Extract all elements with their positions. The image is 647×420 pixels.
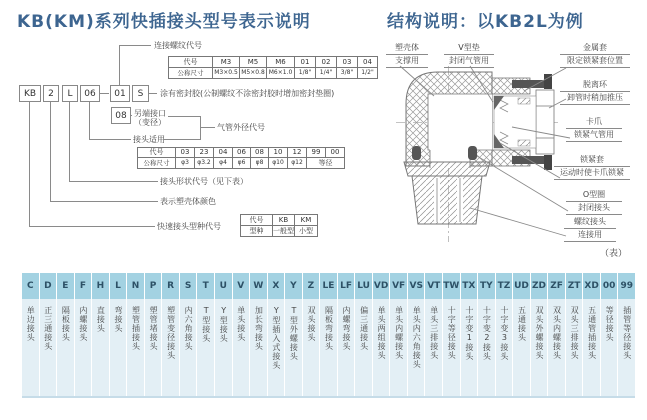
fitting-code-header: R [162, 273, 179, 299]
thread-size: 3/8" [337, 68, 358, 79]
type-km-desc: 小型 [295, 226, 318, 237]
pipe-size: φ6 [233, 158, 251, 169]
pipe-size: φ4 [214, 158, 233, 169]
struct-label-lock-sleeve: 锁紧套 运动时使卡爪锁紧 [554, 156, 630, 182]
fitting-code-header: VS [408, 273, 425, 299]
fitting-name-cell: 塑管堵接头 [145, 299, 162, 396]
thread-code: 01 [295, 57, 316, 68]
pipe-size: φ3 [176, 158, 195, 169]
fitting-code-header: F [75, 273, 92, 299]
fitting-code-header: TW [443, 273, 460, 299]
fitting-code-header: N [127, 273, 144, 299]
fitting-name-cell: 弯接头 [110, 299, 127, 396]
pipe-size: φ3.2 [195, 158, 214, 169]
fitting-name-cell: 十字变2接头 [478, 299, 495, 396]
fitting-name-cell: 十字等径接头 [443, 299, 460, 396]
struct-label-release-ring: 脱离环 卸管时稍加推压 [560, 81, 630, 107]
other-port-label-2: （变径） [134, 118, 166, 127]
struct-label-vseal: V型垫 封闭气管用 [444, 44, 494, 70]
fitting-name-cell: 内六角接头 [180, 299, 197, 396]
fitting-code-header: H [92, 273, 109, 299]
thread-code: 02 [316, 57, 337, 68]
fitting-name-cell: 十字变3接头 [496, 299, 513, 396]
fitting-code-header: LF [338, 273, 355, 299]
fitting-code-header: LU [355, 273, 372, 299]
fitting-name-cell: 五通接头 [513, 299, 530, 396]
fitting-name-cell: 单头两组接头 [373, 299, 390, 396]
fitting-name-cell: 单头内六角接头 [408, 299, 425, 396]
fitting-name-cell: 双头外螺接头 [531, 299, 548, 396]
fitting-code-header: P [145, 273, 162, 299]
fitting-code-header: 00 [601, 273, 618, 299]
thread-code: M5 [240, 57, 267, 68]
thread-row1-label: 代号 [169, 57, 213, 68]
fitting-name-cell: 十字变1接头 [461, 299, 478, 396]
pipe-size: φ10 [269, 158, 288, 169]
fitting-name-cell: 塑管插接头 [127, 299, 144, 396]
type-kb-desc: 一般型 [273, 226, 295, 237]
pipe-row2-label: 公称尺寸 [138, 158, 176, 169]
table-ref-note: （表） [600, 249, 628, 259]
fitting-code-header: TX [461, 273, 478, 299]
thread-code: 03 [337, 57, 358, 68]
fitting-code-header: D [40, 273, 57, 299]
seal-note: 涂有密封胶(公制螺纹不涂密封胶时增加密封垫圈) [160, 89, 335, 98]
fitting-name-cell: 隔板弯接头 [320, 299, 337, 396]
struct-label-claw: 卡爪 锁紧气管用 [566, 118, 622, 144]
pipe-code: 10 [269, 148, 288, 158]
fitting-name-cell: Y型插入式接头 [268, 299, 285, 396]
thread-code-label: 连接螺纹代号 [154, 41, 202, 50]
pipe-size: φ12 [288, 158, 307, 169]
fitting-code-header: T [197, 273, 214, 299]
model-box-alt-port: 08 [111, 107, 131, 124]
fitting-code-header: ZD [531, 273, 548, 299]
thread-code: M3 [213, 57, 240, 68]
series-type-table [240, 214, 318, 237]
model-box-shape: L [62, 85, 78, 102]
fitting-name-cell: 内螺接头 [75, 299, 92, 396]
fitting-name-cell: 正三通接头 [40, 299, 57, 396]
struct-label-metal-sleeve: 金属套 限定锁紧套位置 [560, 44, 630, 70]
fitting-name-cell: T型外螺接头 [285, 299, 302, 396]
fitting-name-cell: 插管等径接头 [618, 299, 635, 396]
fitting-name-cell: 双头接头 [303, 299, 320, 396]
pipe-size-equal: 等径 [307, 158, 345, 169]
fitting-code-header: 99 [618, 273, 635, 299]
thread-size: 1/8" [295, 68, 316, 79]
fitting-name-cell: Y型接头 [215, 299, 232, 396]
thread-size: M5×0.8 [240, 68, 267, 79]
thread-size-table [168, 56, 378, 79]
model-box-thread: 01 [110, 85, 130, 102]
model-box-color: 2 [43, 85, 59, 102]
type-row1-label: 代号 [241, 215, 273, 226]
pipe-od-table [137, 147, 345, 169]
fitting-code-header: TY [478, 273, 495, 299]
shell-color-label: 表示塑壳体颜色 [160, 197, 216, 206]
fitting-code-header: TZ [496, 273, 513, 299]
pipe-code: 08 [251, 148, 269, 158]
fitting-code-header: S [180, 273, 197, 299]
fitting-code-header: LE [320, 273, 337, 299]
page-title-left: KB(KM)系列快插接头型号表示说明 [17, 12, 311, 32]
pipe-code: 99 [307, 148, 326, 158]
struct-label-shell: 塑壳体 支撑用 [386, 44, 428, 70]
fitting-name-cell: 偏三通接头 [355, 299, 372, 396]
fitting-name-cell: 等径接头 [601, 299, 618, 396]
fitting-name-cell: 单头接头 [233, 299, 250, 396]
struct-label-thread-fitting: 螺纹接头 连接用 [564, 218, 616, 244]
fitting-name-cell: 单头三排接头 [425, 299, 442, 396]
fitting-code-header: ZT [566, 273, 583, 299]
fitting-name-cell: 五通管插接头 [583, 299, 600, 396]
thread-size: 1/2" [358, 68, 378, 79]
fitting-code-header: Y [285, 273, 302, 299]
fitting-code-header: V [233, 273, 250, 299]
fitting-code-header: U [215, 273, 232, 299]
model-box-series: KB [19, 85, 41, 102]
fitting-name-cell: T型接头 [197, 299, 214, 396]
thread-size: M3×0.5 [213, 68, 240, 79]
fitting-name-cell: 隔板接头 [57, 299, 74, 396]
pipe-code: 23 [195, 148, 214, 158]
fitting-name-cell: 加长弯接头 [250, 299, 267, 396]
fitting-code-header: VD [373, 273, 390, 299]
fitting-code-header: Z [303, 273, 320, 299]
thread-size: 1/4" [316, 68, 337, 79]
pipe-code: 12 [288, 148, 307, 158]
fitting-code-header: VF [390, 273, 407, 299]
pipe-od-label: 气管外径代号 [217, 123, 265, 132]
fitting-name-cell: 双头内螺接头 [548, 299, 565, 396]
type-row2-label: 型种 [241, 226, 273, 237]
pipe-size: φ8 [251, 158, 269, 169]
model-box-size: 06 [80, 85, 100, 102]
fitting-apply-label: 接头适用 [133, 135, 165, 144]
pipe-code: 03 [176, 148, 195, 158]
pipe-code: 04 [214, 148, 233, 158]
page-title-right: 结构说明：以KB2L为例 [387, 12, 584, 32]
type-km: KM [295, 215, 318, 226]
shape-code-label: 接头形状代号（见下表） [160, 177, 248, 186]
pipe-row1-label: 代号 [138, 148, 176, 158]
fitting-code-header: ZF [548, 273, 565, 299]
fitting-code-header: VT [425, 273, 442, 299]
fitting-name-cell: 内螺弯接头 [338, 299, 355, 396]
model-box-seal: S [132, 85, 149, 102]
thread-code: M6 [267, 57, 295, 68]
fitting-code-header: UD [513, 273, 530, 299]
fitting-shape-table [22, 273, 635, 398]
fitting-name-cell: 双头三排接头 [566, 299, 583, 396]
fitting-name-cell: 直接头 [92, 299, 109, 396]
fitting-code-header: W [250, 273, 267, 299]
thread-row2-label: 公称尺寸 [169, 68, 213, 79]
pipe-code: 06 [233, 148, 251, 158]
fitting-code-header: XD [583, 273, 600, 299]
fitting-code-header: E [57, 273, 74, 299]
fitting-code-header: L [110, 273, 127, 299]
fitting-name-cell: 塑管变径接头 [162, 299, 179, 396]
fitting-name-cell: 单边接头 [22, 299, 39, 396]
fitting-code-header: X [268, 273, 285, 299]
thread-size: M6×1.0 [267, 68, 295, 79]
type-code-label: 快速接头型种代号 [157, 222, 221, 231]
fitting-name-cell: 单头内螺接头 [390, 299, 407, 396]
type-kb: KB [273, 215, 295, 226]
struct-label-oring: O型圈 封闭接头 [566, 191, 622, 217]
pipe-code: 00 [326, 148, 345, 158]
thread-code: 04 [358, 57, 378, 68]
other-port-label-1: 另端接口 [134, 109, 166, 118]
fitting-code-header: C [22, 273, 39, 299]
